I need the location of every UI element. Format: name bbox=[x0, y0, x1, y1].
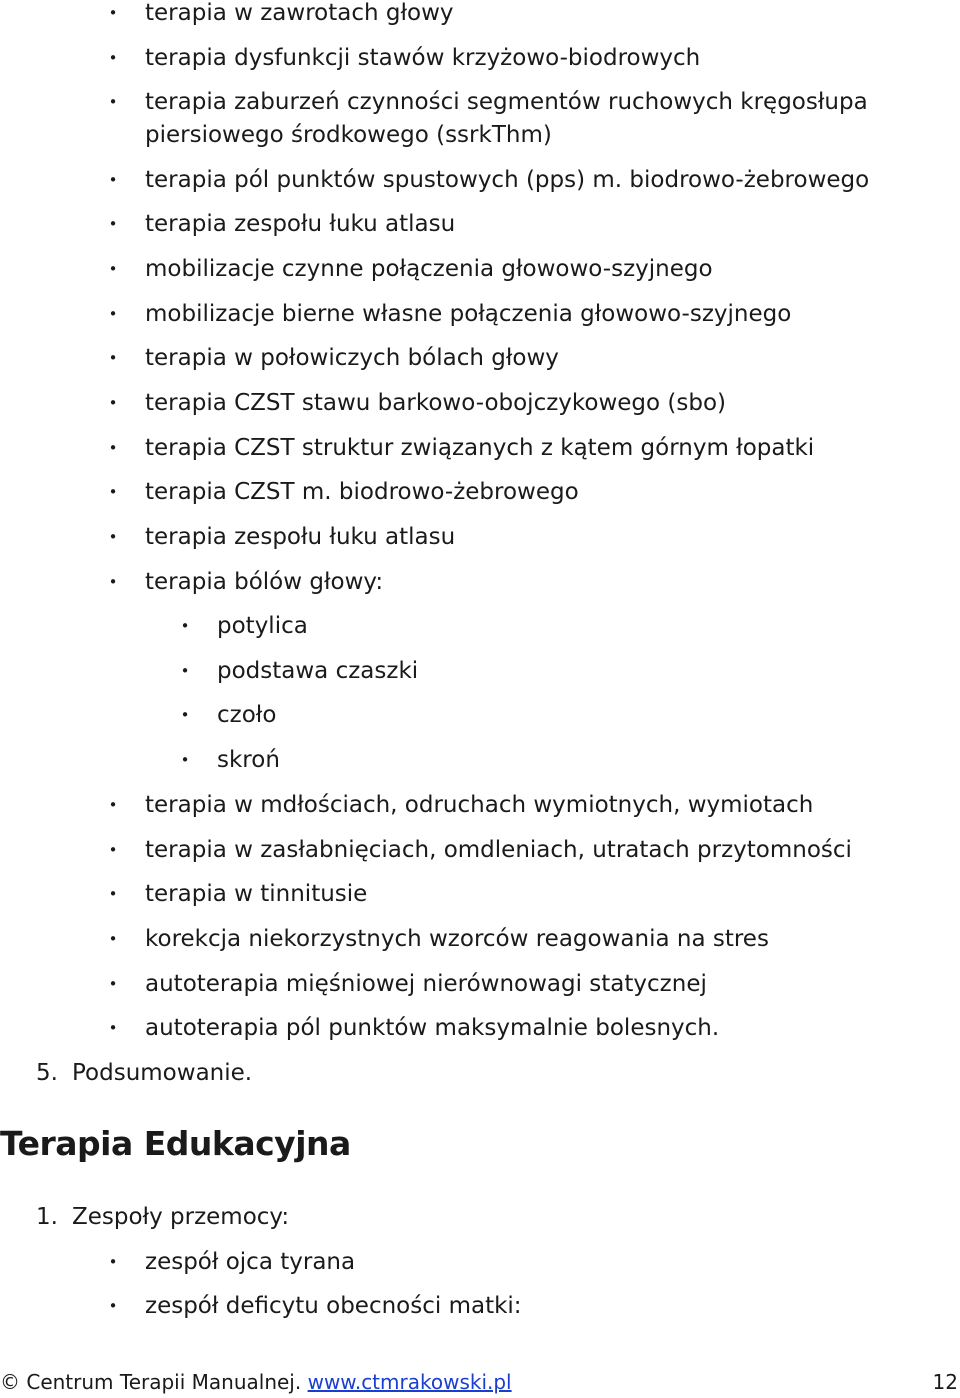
bullet: • bbox=[108, 93, 118, 111]
page-number: 12 bbox=[932, 1370, 958, 1394]
bullet: • bbox=[108, 573, 118, 591]
bullet: • bbox=[108, 215, 118, 233]
bullet: • bbox=[180, 617, 190, 635]
bullet: • bbox=[108, 394, 118, 412]
bullet: • bbox=[108, 930, 118, 948]
bullet: • bbox=[108, 1253, 118, 1271]
bullet: • bbox=[108, 4, 118, 22]
bullet: • bbox=[108, 49, 118, 67]
bullet: • bbox=[108, 305, 118, 323]
bullet: • bbox=[108, 483, 118, 501]
bullet: • bbox=[180, 662, 190, 680]
bullet: • bbox=[108, 885, 118, 903]
page-footer bbox=[0, 1366, 960, 1398]
bullet: • bbox=[108, 796, 118, 814]
item-number: 5. bbox=[36, 1060, 58, 1086]
item-number: 1. bbox=[36, 1204, 58, 1230]
bullet: • bbox=[108, 528, 118, 546]
bullet: • bbox=[180, 751, 190, 769]
bullet: • bbox=[108, 439, 118, 457]
bullet: • bbox=[108, 349, 118, 367]
bullet: • bbox=[108, 1019, 118, 1037]
bullet: • bbox=[108, 841, 118, 859]
bullet: • bbox=[108, 260, 118, 278]
item-label: Zespoły przemocy: bbox=[72, 1204, 290, 1230]
item-label: Podsumowanie. bbox=[72, 1060, 253, 1086]
website-link[interactable]: www.ctmrakowski.pl bbox=[307, 1370, 512, 1394]
section-heading: Terapia Edukacyjna bbox=[0, 1124, 351, 1163]
bullet: • bbox=[108, 1297, 118, 1315]
bullet: • bbox=[108, 975, 118, 993]
bullet: • bbox=[180, 706, 190, 724]
footer-left bbox=[0, 1366, 512, 1398]
copyright-text: © Centrum Terapii Manualnej. bbox=[0, 1370, 302, 1394]
bullet: • bbox=[108, 171, 118, 189]
